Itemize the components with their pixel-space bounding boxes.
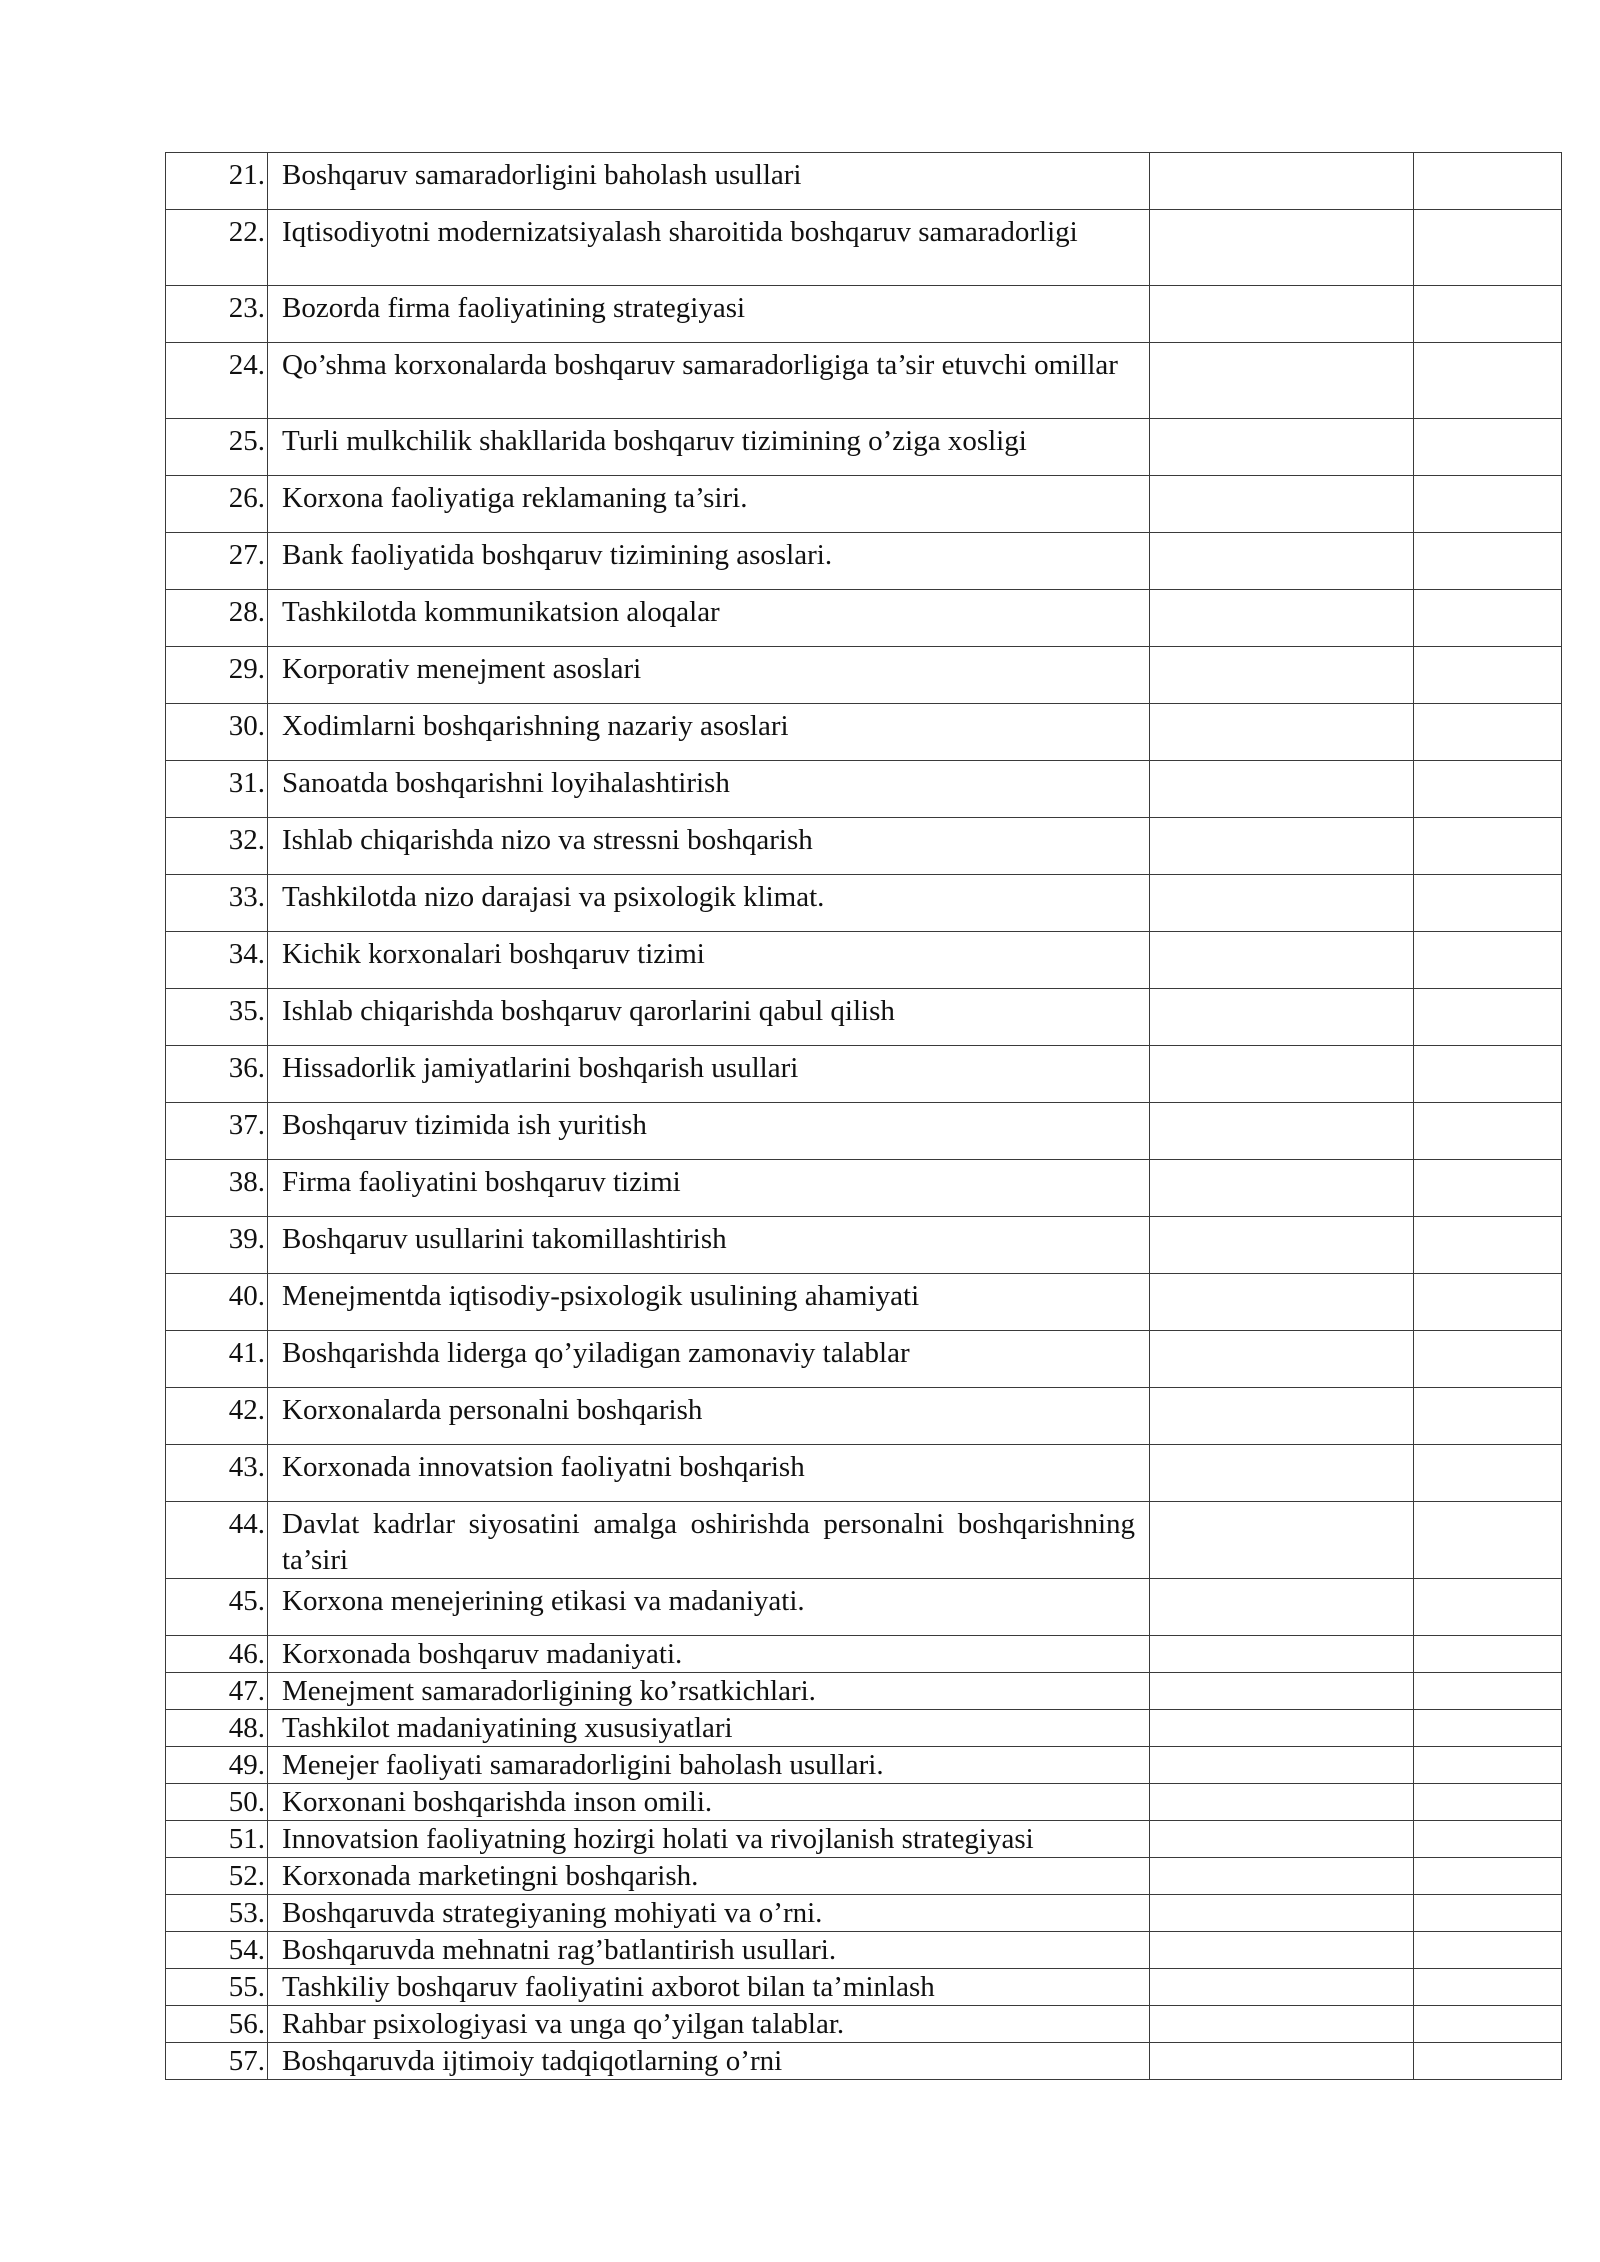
row-number: 29. — [166, 647, 268, 704]
table-row — [166, 419, 1562, 476]
table-row — [166, 1502, 1562, 1579]
empty-cell-b — [1414, 1784, 1562, 1821]
table-row — [166, 647, 1562, 704]
row-title: Tashkilotda kommunikatsion aloqalar — [268, 590, 1150, 647]
empty-cell-b — [1414, 1160, 1562, 1217]
row-number: 35. — [166, 989, 268, 1046]
empty-cell-b — [1414, 1331, 1562, 1388]
row-title: Boshqarishda liderga qo’yiladigan zamonaviy talablar — [268, 1331, 1150, 1388]
table-row — [166, 1274, 1562, 1331]
empty-cell-a — [1150, 533, 1414, 590]
table-row — [166, 1969, 1562, 2006]
empty-cell-b — [1414, 1274, 1562, 1331]
empty-cell-a — [1150, 1821, 1414, 1858]
row-number: 45. — [166, 1579, 268, 1636]
empty-cell-a — [1150, 590, 1414, 647]
table-row — [166, 533, 1562, 590]
row-title: Boshqaruv tizimida ish yuritish — [268, 1103, 1150, 1160]
empty-cell-b — [1414, 1445, 1562, 1502]
empty-cell-b — [1414, 1388, 1562, 1445]
empty-cell-b — [1414, 1502, 1562, 1579]
table-row — [166, 1046, 1562, 1103]
table-row — [166, 1217, 1562, 1274]
row-number: 30. — [166, 704, 268, 761]
empty-cell-a — [1150, 1103, 1414, 1160]
empty-cell-b — [1414, 1821, 1562, 1858]
empty-cell-a — [1150, 1932, 1414, 1969]
table-row — [166, 1858, 1562, 1895]
row-title: Korporativ menejment asoslari — [268, 647, 1150, 704]
empty-cell-a — [1150, 818, 1414, 875]
empty-cell-b — [1414, 1969, 1562, 2006]
row-title: Tashkilotda nizo darajasi va psixologik klimat. — [268, 875, 1150, 932]
row-title: Turli mulkchilik shakllarida boshqaruv tizimining o’ziga xosligi — [268, 419, 1150, 476]
row-number: 38. — [166, 1160, 268, 1217]
row-title: Korxonada boshqaruv madaniyati. — [268, 1636, 1150, 1673]
empty-cell-b — [1414, 1895, 1562, 1932]
empty-cell-b — [1414, 533, 1562, 590]
topics-table-body — [166, 153, 1562, 2080]
empty-cell-b — [1414, 761, 1562, 818]
row-title: Davlat kadrlar siyosatini amalga oshirishda personalni boshqarishning ta’siri — [268, 1502, 1150, 1579]
empty-cell-a — [1150, 2043, 1414, 2080]
row-title: Innovatsion faoliyatning hozirgi holati va rivojlanish strategiyasi — [268, 1821, 1150, 1858]
row-number: 40. — [166, 1274, 268, 1331]
empty-cell-b — [1414, 1636, 1562, 1673]
empty-cell-a — [1150, 704, 1414, 761]
row-title: Menejer faoliyati samaradorligini baholash usullari. — [268, 1747, 1150, 1784]
empty-cell-a — [1150, 1710, 1414, 1747]
row-number: 55. — [166, 1969, 268, 2006]
empty-cell-a — [1150, 2006, 1414, 2043]
row-number: 39. — [166, 1217, 268, 1274]
row-title: Xodimlarni boshqarishning nazariy asoslari — [268, 704, 1150, 761]
row-title: Menejmentda iqtisodiy-psixologik usulining ahamiyati — [268, 1274, 1150, 1331]
table-row — [166, 476, 1562, 533]
row-number: 22. — [166, 210, 268, 286]
row-number: 50. — [166, 1784, 268, 1821]
row-title: Hissadorlik jamiyatlarini boshqarish usullari — [268, 1046, 1150, 1103]
row-title: Korxona menejerining etikasi va madaniyati. — [268, 1579, 1150, 1636]
row-title: Tashkilot madaniyatining xususiyatlari — [268, 1710, 1150, 1747]
empty-cell-a — [1150, 932, 1414, 989]
row-number: 24. — [166, 343, 268, 419]
row-number: 23. — [166, 286, 268, 343]
empty-cell-a — [1150, 1673, 1414, 1710]
empty-cell-a — [1150, 419, 1414, 476]
table-row — [166, 590, 1562, 647]
table-row — [166, 1747, 1562, 1784]
table-row — [166, 1784, 1562, 1821]
empty-cell-b — [1414, 476, 1562, 533]
row-number: 57. — [166, 2043, 268, 2080]
table-row — [166, 1636, 1562, 1673]
row-title: Bozorda firma faoliyatining strategiyasi — [268, 286, 1150, 343]
table-row — [166, 2006, 1562, 2043]
empty-cell-a — [1150, 1747, 1414, 1784]
table-row — [166, 1673, 1562, 1710]
empty-cell-a — [1150, 343, 1414, 419]
table-row — [166, 2043, 1562, 2080]
row-number: 46. — [166, 1636, 268, 1673]
row-number: 26. — [166, 476, 268, 533]
row-number: 48. — [166, 1710, 268, 1747]
empty-cell-b — [1414, 989, 1562, 1046]
row-number: 52. — [166, 1858, 268, 1895]
row-number: 51. — [166, 1821, 268, 1858]
row-number: 34. — [166, 932, 268, 989]
row-title: Ishlab chiqarishda nizo va stressni boshqarish — [268, 818, 1150, 875]
empty-cell-a — [1150, 989, 1414, 1046]
table-row — [166, 153, 1562, 210]
row-number: 54. — [166, 1932, 268, 1969]
row-title: Korxonada marketingni boshqarish. — [268, 1858, 1150, 1895]
empty-cell-a — [1150, 476, 1414, 533]
empty-cell-a — [1150, 1579, 1414, 1636]
row-title: Boshqaruvda strategiyaning mohiyati va o’rni. — [268, 1895, 1150, 1932]
table-row — [166, 1710, 1562, 1747]
empty-cell-a — [1150, 153, 1414, 210]
empty-cell-a — [1150, 1895, 1414, 1932]
empty-cell-b — [1414, 1103, 1562, 1160]
row-title: Korxonada innovatsion faoliyatni boshqarish — [268, 1445, 1150, 1502]
row-title: Rahbar psixologiyasi va unga qo’yilgan talablar. — [268, 2006, 1150, 2043]
empty-cell-a — [1150, 1636, 1414, 1673]
row-number: 37. — [166, 1103, 268, 1160]
empty-cell-b — [1414, 1579, 1562, 1636]
table-row — [166, 1579, 1562, 1636]
empty-cell-b — [1414, 1747, 1562, 1784]
table-row — [166, 286, 1562, 343]
table-row — [166, 343, 1562, 419]
empty-cell-b — [1414, 1217, 1562, 1274]
empty-cell-b — [1414, 647, 1562, 704]
row-number: 49. — [166, 1747, 268, 1784]
row-number: 27. — [166, 533, 268, 590]
table-row — [166, 1331, 1562, 1388]
table-row — [166, 989, 1562, 1046]
empty-cell-a — [1150, 1445, 1414, 1502]
row-title: Korxona faoliyatiga reklamaning ta’siri. — [268, 476, 1150, 533]
row-title: Firma faoliyatini boshqaruv tizimi — [268, 1160, 1150, 1217]
row-title: Boshqaruvda mehnatni rag’batlantirish usullari. — [268, 1932, 1150, 1969]
table-row — [166, 1932, 1562, 1969]
empty-cell-a — [1150, 875, 1414, 932]
table-row — [166, 1160, 1562, 1217]
row-number: 25. — [166, 419, 268, 476]
table-row — [166, 818, 1562, 875]
row-title: Ishlab chiqarishda boshqaruv qarorlarini qabul qilish — [268, 989, 1150, 1046]
empty-cell-b — [1414, 1932, 1562, 1969]
empty-cell-b — [1414, 875, 1562, 932]
empty-cell-a — [1150, 1784, 1414, 1821]
table-row — [166, 704, 1562, 761]
empty-cell-a — [1150, 647, 1414, 704]
row-title: Sanoatda boshqarishni loyihalashtirish — [268, 761, 1150, 818]
empty-cell-a — [1150, 1502, 1414, 1579]
row-number: 28. — [166, 590, 268, 647]
row-title: Tashkiliy boshqaruv faoliyatini axborot bilan ta’minlash — [268, 1969, 1150, 2006]
empty-cell-b — [1414, 210, 1562, 286]
table-row — [166, 932, 1562, 989]
empty-cell-a — [1150, 210, 1414, 286]
empty-cell-b — [1414, 419, 1562, 476]
row-number: 36. — [166, 1046, 268, 1103]
row-number: 56. — [166, 2006, 268, 2043]
empty-cell-a — [1150, 1331, 1414, 1388]
row-number: 42. — [166, 1388, 268, 1445]
empty-cell-a — [1150, 1217, 1414, 1274]
empty-cell-b — [1414, 704, 1562, 761]
row-number: 43. — [166, 1445, 268, 1502]
empty-cell-b — [1414, 932, 1562, 989]
row-title: Korxonani boshqarishda inson omili. — [268, 1784, 1150, 1821]
empty-cell-b — [1414, 2043, 1562, 2080]
empty-cell-b — [1414, 1710, 1562, 1747]
table-row — [166, 1895, 1562, 1932]
table-row — [166, 1388, 1562, 1445]
row-title: Iqtisodiyotni modernizatsiyalash sharoitida boshqaruv samaradorligi — [268, 210, 1150, 286]
empty-cell-b — [1414, 286, 1562, 343]
empty-cell-a — [1150, 761, 1414, 818]
empty-cell-b — [1414, 343, 1562, 419]
row-number: 53. — [166, 1895, 268, 1932]
row-title: Qo’shma korxonalarda boshqaruv samaradorligiga ta’sir etuvchi omillar — [268, 343, 1150, 419]
row-number: 33. — [166, 875, 268, 932]
row-number: 21. — [166, 153, 268, 210]
empty-cell-b — [1414, 1673, 1562, 1710]
row-number: 31. — [166, 761, 268, 818]
table-row — [166, 1103, 1562, 1160]
table-row — [166, 1821, 1562, 1858]
row-title: Korxonalarda personalni boshqarish — [268, 1388, 1150, 1445]
row-title: Bank faoliyatida boshqaruv tizimining asoslari. — [268, 533, 1150, 590]
row-title: Boshqaruvda ijtimoiy tadqiqotlarning o’rni — [268, 2043, 1150, 2080]
topics-table — [165, 152, 1562, 2080]
empty-cell-b — [1414, 1858, 1562, 1895]
table-row — [166, 210, 1562, 286]
row-title: Boshqaruv usullarini takomillashtirish — [268, 1217, 1150, 1274]
empty-cell-a — [1150, 1274, 1414, 1331]
row-title: Kichik korxonalari boshqaruv tizimi — [268, 932, 1150, 989]
empty-cell-a — [1150, 1858, 1414, 1895]
row-number: 41. — [166, 1331, 268, 1388]
empty-cell-a — [1150, 1388, 1414, 1445]
empty-cell-a — [1150, 1969, 1414, 2006]
empty-cell-a — [1150, 1046, 1414, 1103]
row-title: Menejment samaradorligining ko’rsatkichlari. — [268, 1673, 1150, 1710]
empty-cell-a — [1150, 286, 1414, 343]
table-row — [166, 875, 1562, 932]
row-title: Boshqaruv samaradorligini baholash usullari — [268, 153, 1150, 210]
empty-cell-b — [1414, 590, 1562, 647]
empty-cell-a — [1150, 1160, 1414, 1217]
empty-cell-b — [1414, 153, 1562, 210]
table-row — [166, 1445, 1562, 1502]
empty-cell-b — [1414, 818, 1562, 875]
row-number: 32. — [166, 818, 268, 875]
empty-cell-b — [1414, 1046, 1562, 1103]
row-number: 47. — [166, 1673, 268, 1710]
empty-cell-b — [1414, 2006, 1562, 2043]
row-number: 44. — [166, 1502, 268, 1579]
table-row — [166, 761, 1562, 818]
